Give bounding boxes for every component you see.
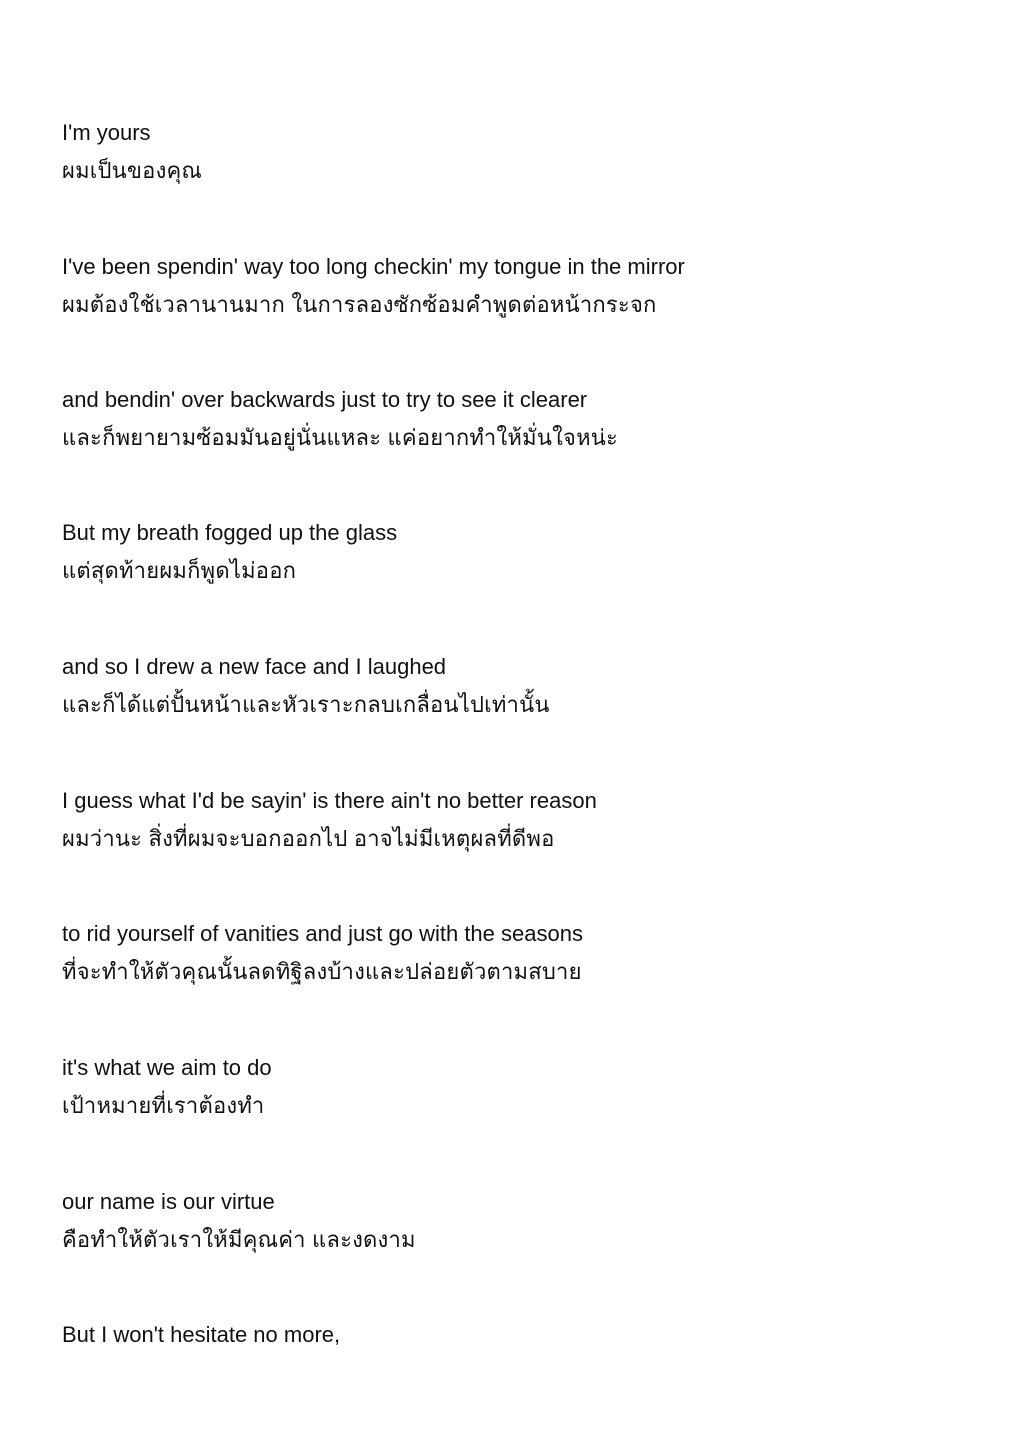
thai-line: และก็ได้แต่ปั้นหน้าและหัวเราะกลบเกลื่อนไปเท่านั้น [62,692,550,717]
lyric-stanza [62,1183,962,1259]
lyric-stanza [62,648,962,724]
lyric-stanza [62,514,962,590]
lyric-stanza [62,1049,962,1125]
english-line: and bendin' over backwards just to try to see it clearer [62,387,588,412]
lyric-stanza [62,1316,962,1354]
lyric-stanza [62,381,962,457]
english-line: I'm yours [62,120,151,145]
thai-line: แต่สุดท้ายผมก็พูดไม่ออก [62,558,297,583]
thai-line: และก็พยายามซ้อมมันอยู่นั่นแหละ แค่อยากทำให้มั่นใจหน่ะ [62,425,619,450]
lyric-stanza [62,915,962,991]
english-line: our name is our virtue [62,1189,275,1214]
thai-line: ที่จะทำให้ตัวคุณนั้นลดทิฐิลงบ้างและปล่อยตัวตามสบาย [62,959,582,984]
lyric-stanza [62,782,962,858]
thai-line: ผมเป็นของคุณ [62,158,203,183]
english-line: it's what we aim to do [62,1055,272,1080]
english-line: to rid yourself of vanities and just go with the seasons [62,921,583,946]
lyric-stanza [62,114,962,190]
thai-line: ผมต้องใช้เวลานานมาก ในการลองซักซ้อมคำพูดต่อหน้ากระจก [62,292,657,317]
thai-line: ผมว่านะ สิ่งที่ผมจะบอกออกไป อาจไม่มีเหตุผลที่ดีพอ [62,826,555,851]
thai-line: เป้าหมายที่เราต้องทำ [62,1093,265,1118]
thai-line: คือทำให้ตัวเราให้มีคุณค่า และงดงาม [62,1227,416,1252]
english-line: But my breath fogged up the glass [62,520,398,545]
lyric-stanza [62,248,962,324]
english-line: I guess what I'd be sayin' is there ain't no better reason [62,788,597,813]
english-line: But I won't hesitate no more, [62,1322,341,1347]
english-line: and so I drew a new face and I laughed [62,654,447,679]
english-line: I've been spendin' way too long checkin' my tongue in the mirror [62,254,685,279]
